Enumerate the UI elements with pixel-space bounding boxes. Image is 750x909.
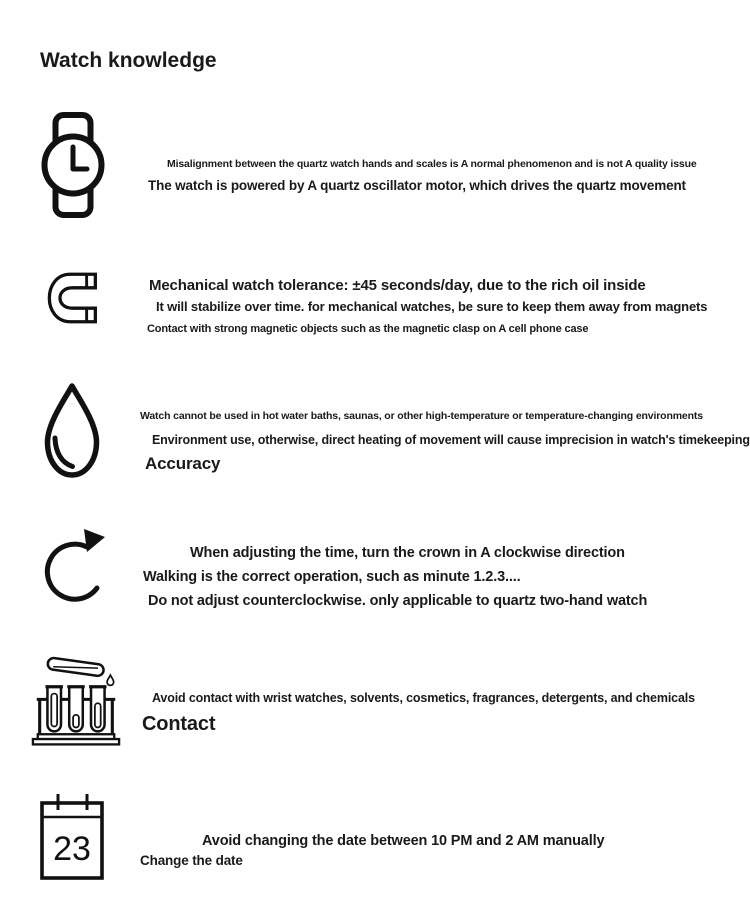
contact-avoid-line: Avoid contact with wrist watches, solvents, cosmetics, fragrances, detergents, and chemicals [152, 690, 695, 705]
quartz-note-line: Misalignment between the quartz watch hands and scales is A normal phenomenon and is not A quality issue [167, 157, 697, 170]
contact-heading: Contact [142, 712, 216, 735]
magnet-stabilize-line: It will stabilize over time. for mechanical watches, be sure to keep them away from magnets [156, 299, 708, 314]
water-drop-icon [38, 381, 106, 481]
adjust-walking-line: Walking is the correct operation, such as minute 1.2.3.... [143, 568, 521, 585]
accuracy-environment-line: Environment use, otherwise, direct heating of movement will cause imprecision in watch's timekeeping [152, 432, 750, 447]
adjust-counterclockwise-line: Do not adjust counterclockwise. only applicable to quartz two-hand watch [148, 592, 648, 609]
change-date-heading: Change the date [140, 853, 243, 869]
magnet-tolerance-line: Mechanical watch tolerance: ±45 seconds/day, due to the rich oil inside [149, 277, 646, 294]
calendar-icon [38, 792, 106, 882]
accuracy-hotwater-line: Watch cannot be used in hot water baths, saunas, or other high-temperature or temperature-changing environments [140, 409, 703, 422]
accuracy-heading: Accuracy [145, 454, 221, 474]
clockwise-arrow-icon [42, 524, 110, 608]
magnet-icon [44, 267, 106, 329]
date-avoid-line: Avoid changing the date between 10 PM and 2 AM manually [202, 832, 605, 849]
calendar-day-number: 23 [53, 830, 91, 868]
test-tubes-icon [30, 645, 122, 746]
magnet-contact-line: Contact with strong magnetic objects such as the magnetic clasp on A cell phone case [147, 323, 589, 335]
quartz-main-line: The watch is powered by A quartz oscillator motor, which drives the quartz movement [148, 177, 686, 193]
wristwatch-icon [40, 112, 106, 218]
adjust-clockwise-line: When adjusting the time, turn the crown in A clockwise direction [190, 544, 625, 561]
page-title: Watch knowledge [40, 49, 217, 73]
